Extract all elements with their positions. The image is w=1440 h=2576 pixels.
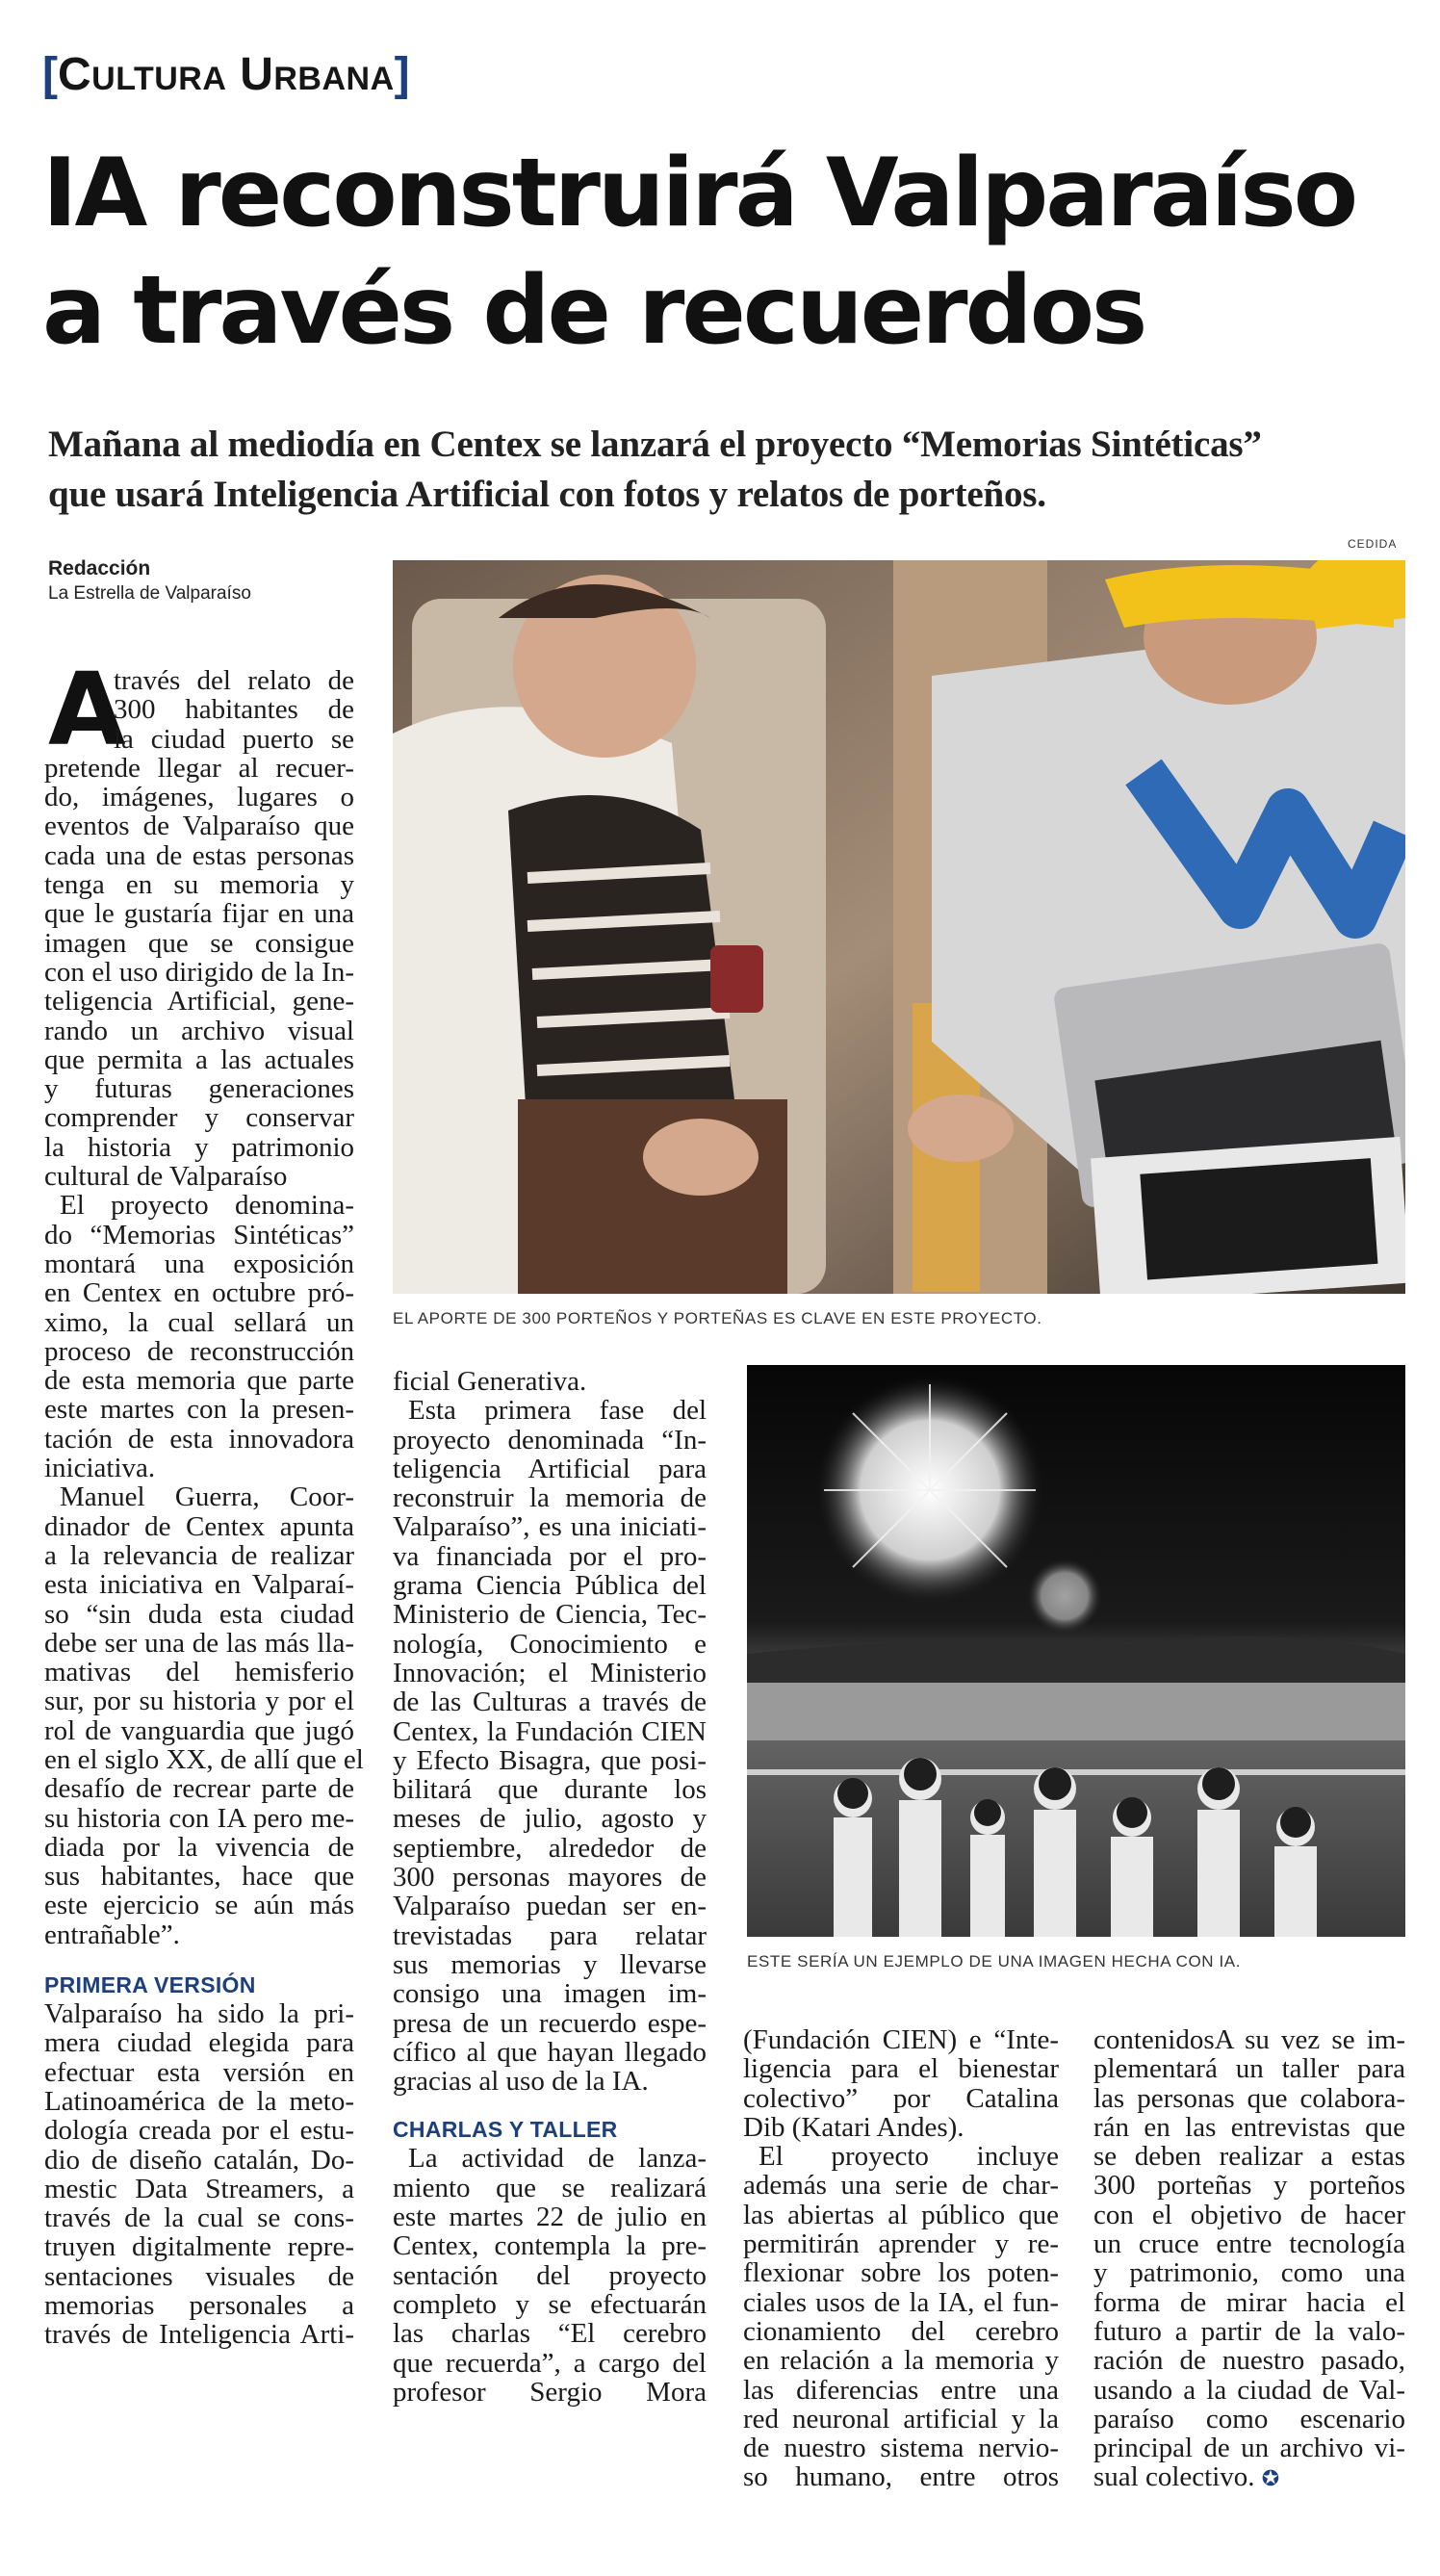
article-line: tenga en su memoria y [44, 869, 354, 901]
article-line: de esta memoria que parte [44, 1365, 354, 1397]
article-line: y patrimonio, como una [1093, 2257, 1405, 2289]
article-line: Valparaíso puedan ser en- [393, 1891, 707, 1922]
article-line: forma de mirar hacia el [1093, 2286, 1405, 2318]
article-line: través de Inteligencia Arti- [44, 2319, 354, 2351]
article-line: Esta primera fase del [408, 1395, 707, 1427]
article-line: memorias personales a [44, 2290, 354, 2322]
article-line: entrañable”. [44, 1919, 180, 1950]
article-line: imagen que se consigue [44, 927, 354, 959]
section-bracket-open: [ [42, 49, 58, 100]
article-line: través del relato de [114, 665, 354, 696]
article-line: usando a la ciudad de Val- [1093, 2374, 1405, 2406]
article-line: 300 porteñas y porteños [1093, 2170, 1405, 2202]
article-line: que recuerda”, a cargo del [393, 2347, 707, 2379]
byline-outlet: La Estrella de Valparaíso [48, 583, 251, 604]
article-line: mestic Data Streamers, a [44, 2173, 354, 2204]
caption-photo-1: EL APORTE DE 300 PORTEÑOS Y PORTEÑAS ES CLAVE EN ESTE PROYECTO. [393, 1309, 1042, 1327]
article-line: en relación a la memoria y [743, 2345, 1059, 2377]
article-line: un cruce entre tecnología [1093, 2228, 1405, 2260]
article-line: rando un archivo visual [44, 1015, 354, 1046]
article-line: truyen digitalmente repre- [44, 2231, 354, 2263]
article-line: diada por la vivencia de [44, 1831, 354, 1863]
article-line: dinador de Centex apunta [44, 1510, 354, 1542]
article-line: so humano, entre otros [743, 2461, 1059, 2493]
article-line: eventos de Valparaíso que [44, 811, 354, 842]
article-line: con el uso dirigido de la In- [44, 956, 354, 988]
article-line: cada una de estas personas [44, 839, 354, 871]
article-line: va financiada por el pro- [393, 1540, 707, 1572]
article-line: tación de esta innovadora [44, 1423, 354, 1455]
caption-photo-2: ESTE SERÍA UN EJEMPLO DE UNA IMAGEN HECHA CON IA. [747, 1952, 1242, 1971]
subhead [48, 420, 1415, 520]
section-label: Cultura Urbana [57, 49, 395, 100]
photo-fireworks-illustration [747, 1365, 1405, 1937]
article-line: se deben realizar a estas [1093, 2141, 1405, 2173]
article-line: teligencia Artificial, gene- [44, 986, 354, 1018]
article-line: cultural de Valparaíso [44, 1161, 288, 1193]
article-line: flexionar sobre los poten- [743, 2257, 1059, 2289]
photo-illustration [393, 560, 1405, 1294]
article-line: ligencia para el bienestar [743, 2053, 1059, 2085]
subhead-line-2: que usará Inteligencia Artificial con fotos y relatos de porteños. [48, 474, 1046, 515]
article-line: 300 habitantes de [114, 694, 354, 726]
article-line: El proyecto incluye [759, 2141, 1059, 2173]
article-line: Centex, contempla la pre- [393, 2230, 707, 2262]
article-line: presa de un recuerdo espe- [393, 2007, 707, 2039]
article-line: La actividad de lanza- [408, 2143, 707, 2175]
article-line: a la relevancia de realizar [44, 1539, 354, 1571]
article-line: cífico al que hayan llegado [393, 2036, 707, 2068]
subhead-line-1: Mañana al mediodía en Centex se lanzará el proyecto “Memorias Sintéticas” [48, 424, 1262, 465]
article-line: que le gustaría fijar en una [44, 898, 354, 930]
article-line: ximo, la cual sellará un [44, 1306, 354, 1338]
article-line: además una serie de char- [743, 2170, 1059, 2202]
article-line: miento que se realizará [393, 2172, 707, 2203]
article-line: grama Ciencia Pública del [393, 1570, 707, 1602]
article-column-2 [393, 1367, 707, 2407]
article-line: con el objetivo de hacer [1093, 2199, 1405, 2230]
article-line: gracias al uso de la IA. [393, 2066, 649, 2098]
article-line: proyecto denominada “In- [393, 1424, 707, 1455]
article-line: colectivo” por Catalina [743, 2082, 1059, 2114]
article-line: plementará un taller para [1093, 2053, 1405, 2085]
byline-author: Redacción [48, 557, 151, 580]
article-line: Manuel Guerra, Coor- [60, 1481, 354, 1513]
article-line: la historia y patrimonio [44, 1131, 354, 1163]
article-line: Centex, la Fundación CIEN [393, 1715, 707, 1747]
article-line: la ciudad puerto se [114, 723, 354, 755]
article-column-4 [1093, 2025, 1405, 2495]
article-line: sur, por su historia y por el [44, 1686, 354, 1717]
article-line: bilitará que durante los [393, 1774, 707, 1806]
article-line: contenidosA su vez se im- [1093, 2024, 1405, 2055]
article-line: pretende llegar al recuer- [44, 752, 354, 784]
article-line: y Efecto Bisagra, que posi- [393, 1744, 707, 1776]
article-line: permitirán aprender y re- [743, 2228, 1059, 2260]
article-line: desafío de recrear parte de [44, 1773, 354, 1805]
end-mark-icon: ✪ [1261, 2467, 1280, 2492]
article-line: ración de nuestro pasado, [1093, 2345, 1405, 2377]
article-line: en Centex en octubre pró- [44, 1277, 354, 1309]
article-line: montará una exposición [44, 1248, 354, 1279]
headline-line-2: a través de recuerdos [42, 256, 1145, 366]
article-line: dio de diseño catalán, Do- [44, 2144, 354, 2176]
article-line: so “sin duda esta ciudad [44, 1598, 354, 1630]
article-line: reconstruir la memoria de [393, 1482, 707, 1514]
article-line: efectuar esta versión en [44, 2056, 354, 2088]
headline [42, 135, 1409, 370]
article-line: su historia con IA pero me- [44, 1802, 354, 1834]
article-line: (Fundación CIEN) e “Inte- [743, 2024, 1059, 2055]
article-line: septiembre, alrededor de [393, 1832, 707, 1864]
article-line: futuro a partir de la valo- [1093, 2315, 1405, 2347]
article-line: través de la cual se cons- [44, 2202, 354, 2234]
subheading-charlas-y-taller: CHARLAS Y TALLER [393, 2117, 618, 2143]
subheading-primera-version: PRIMERA VERSIÓN [44, 1972, 256, 1998]
article-line: de las Culturas a través de [393, 1687, 707, 1718]
article-line: mera ciudad elegida para [44, 2027, 354, 2059]
article-line: Innovación; el Ministerio [393, 1657, 707, 1688]
article-line: meses de julio, agosto y [393, 1803, 707, 1835]
article-line: las diferencias entre una [743, 2374, 1059, 2406]
article-line: las charlas “El cerebro [393, 2318, 707, 2350]
article-line: ficial Generativa. [393, 1366, 587, 1397]
article-line: rol de vanguardia que jugó [44, 1714, 354, 1746]
article-line: proceso de reconstrucción [44, 1335, 354, 1367]
headline-line-1: IA reconstruirá Valparaíso [42, 139, 1356, 248]
article-line: las personas que colabora- [1093, 2082, 1405, 2114]
section-tag [42, 39, 410, 112]
article-line: este martes con la presen- [44, 1394, 354, 1426]
section-bracket-close: ] [394, 49, 410, 100]
article-line: do, imágenes, lugares o [44, 782, 354, 813]
article-line: esta iniciativa en Valparaí- [44, 1569, 354, 1601]
article-line: profesor Sergio Mora [393, 2376, 707, 2408]
article-line: Valparaíso”, es una iniciati- [393, 1511, 707, 1543]
article-column-1 [44, 651, 364, 2351]
article-line-final-text: sual colectivo. [1093, 2461, 1255, 2493]
article-line: y futuras generaciones [44, 1073, 354, 1105]
article-line: red neuronal artificial y la [743, 2403, 1059, 2434]
article-line: debe ser una de las más lla- [44, 1627, 354, 1659]
article-line: El proyecto denomina- [60, 1190, 354, 1222]
article-line: nología, Conocimiento e [393, 1628, 707, 1660]
article-line: este martes 22 de julio en [393, 2202, 707, 2233]
article-line: 300 personas mayores de [393, 1862, 707, 1893]
article-line: este ejercicio se aún más [44, 1890, 354, 1921]
article-line: mativas del hemisferio [44, 1657, 354, 1688]
article-line: cionamiento del cerebro [743, 2315, 1059, 2347]
article-line: comprender y conservar [44, 1102, 354, 1134]
article-line: en el siglo XX, de allí que el [44, 1743, 364, 1775]
article-line: dología creada por el estu- [44, 2115, 354, 2147]
article-line: sentaciones visuales de [44, 2260, 354, 2292]
article-line: sentación del proyecto [393, 2259, 707, 2291]
article-line: sus habitantes, hace que [44, 1861, 354, 1893]
byline [48, 556, 251, 606]
article-line: Latinoamérica de la meto- [44, 2085, 354, 2117]
article-line: sus memorias y llevarse [393, 1948, 707, 1980]
article-line: que permita a las actuales [44, 1043, 354, 1075]
photo-ai-fireworks [747, 1365, 1405, 1937]
article-line: completo y se efectuarán [393, 2288, 707, 2320]
article-line: de nuestro sistema nervio- [743, 2433, 1059, 2464]
article-column-3 [743, 2025, 1059, 2492]
article-line: do “Memorias Sintéticas” [44, 1219, 354, 1250]
drop-cap: A [48, 651, 126, 768]
article-line: Dib (Katari Andes). [743, 2111, 964, 2143]
article-line: Valparaíso ha sido la pri- [44, 1998, 354, 2030]
article-line: iniciativa. [44, 1453, 156, 1484]
article-line: Ministerio de Ciencia, Tec- [393, 1599, 707, 1631]
article-line: las abiertas al público que [743, 2199, 1059, 2230]
article-line: trevistadas para relatar [393, 1919, 707, 1951]
article-line: teligencia Artificial para [393, 1453, 707, 1484]
photo-credit: CEDIDA [1348, 537, 1398, 551]
article-line: rán en las entrevistas que [1093, 2111, 1405, 2143]
photo-elderly-woman-laptop [393, 560, 1405, 1294]
article-line: consigo una imagen im- [393, 1978, 707, 2010]
article-line: paraíso como escenario [1093, 2403, 1405, 2434]
article-line-final [1093, 2462, 1405, 2494]
article-line: principal de un archivo vi- [1093, 2433, 1405, 2464]
article-line: ciales usos de la IA, el fun- [743, 2286, 1059, 2318]
